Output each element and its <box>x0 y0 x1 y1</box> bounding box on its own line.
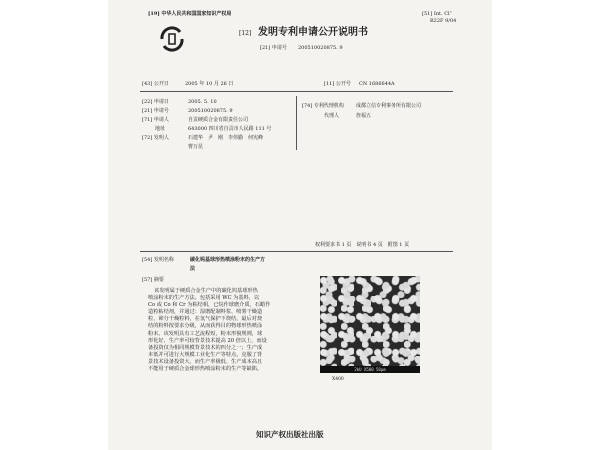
abstract-line: 备投资仅为相同规模背景技术的四分之一；生产成 <box>148 344 263 351</box>
applicant-label: [71] 申请人 <box>142 117 169 123</box>
app-no: 200510020875. 9 <box>188 108 233 114</box>
agency-label: [74] 专利代理机构 <box>302 103 344 109</box>
abstract-line: 该发明属于硬质合金生产中的碳化钨基球形热 <box>154 288 258 294</box>
publisher-footer: 知识产权出版社出版 <box>256 430 324 439</box>
app-no-label: [21] 申请号 <box>142 108 169 114</box>
divider-mid <box>140 251 453 252</box>
pub-no-label: [11] 公开号 <box>324 81 351 87</box>
agent: 詹福五 <box>356 113 372 119</box>
title-label: [54] 发明名称 <box>142 257 174 263</box>
sipo-logo-icon <box>158 25 186 53</box>
abstract-line: 粒、筛分干燥粒料，在氢气保护下烧结，最后对烧 <box>148 316 263 323</box>
abstract-line: 景技术设备投资大、而生产率极低、生产成本高且 <box>148 358 263 365</box>
pub-no: CN 1686644A <box>359 81 395 87</box>
abstract-line: 本低并可进行大规模工业化生产等特点。克服了背 <box>148 351 263 358</box>
num12-label: [12] <box>239 30 252 37</box>
inventors: 石建华 尹 刚 李伟勤 何宪峰 <box>188 135 264 141</box>
app-number-label: [21] 申请号 <box>260 45 287 51</box>
abstract-line: 形化好，生产率可较背景技术提高 20 倍以上，而设 <box>148 337 267 344</box>
filing-date: 2005. 5. 10 <box>188 99 217 105</box>
int-cl-label: [51] Int. Cl⁷ <box>422 11 452 17</box>
agent-label: 代理人 <box>324 113 340 119</box>
invention-title: 碳化钨基球形热喷涂粉末的生产方 <box>190 257 266 263</box>
abstract-line: Co 或 Co 和 Cr 为粘结相，已烷作球磨介质，石蜡作 <box>148 302 271 309</box>
micrograph-scale: 2kU X500 50µm <box>320 366 420 373</box>
app-number: 200510020875. 9 <box>298 45 343 51</box>
figure-caption: X400 <box>332 377 344 382</box>
abstract-line: 结的粉料按要求分级，从而获得目的物球形热喷涂 <box>148 323 263 330</box>
abstract-line: 造粒粘结剂，并通过：湿磨配制料浆、喷雾干燥造 <box>148 309 263 316</box>
address: 643000 四川省自贡市人民路 111 号 <box>188 126 272 132</box>
inventor-label: [72] 发明人 <box>142 135 169 141</box>
abstract-text <box>148 288 316 373</box>
pages-note: 权利要求书 1 页 说明书 4 页 附图 1 页 <box>315 242 410 248</box>
abstract-label: [57] 摘要 <box>142 277 164 283</box>
patent-page <box>108 0 492 450</box>
invention-title-line2: 法 <box>190 266 196 272</box>
address-label: 地址 <box>155 126 166 132</box>
filing-date-label: [22] 申请日 <box>142 99 169 105</box>
inventors-line2: 曹万昆 <box>188 144 204 150</box>
doc-title: 发明专利申请公开说明书 <box>258 27 368 38</box>
divider-top <box>140 91 453 92</box>
abstract-line: 不能用于硬质合金球形热喷涂粉末的生产等缺陷。 <box>148 366 263 373</box>
pub-date: 2005 年 10 月 26 日 <box>185 81 234 87</box>
pub-date-label: [43] 公开日 <box>142 81 169 87</box>
abstract-line: 粉末。该发明具有工艺流程短，粉末形貌规则，球 <box>148 330 263 337</box>
agency: 成都立信专利事务所有限公司 <box>356 103 422 109</box>
abstract-line: 喷涂粉末的生产方法。包括采用 WC 为基料，以 <box>148 295 260 302</box>
ipc-code: B22F 9/04 <box>430 18 457 24</box>
applicant: 自贡硬质合金有限责任公司 <box>188 117 249 123</box>
sipo-header: [19] 中华人民共和国国家知识产权局 <box>148 11 232 17</box>
info-separator <box>296 96 297 150</box>
sem-micrograph <box>320 276 420 373</box>
